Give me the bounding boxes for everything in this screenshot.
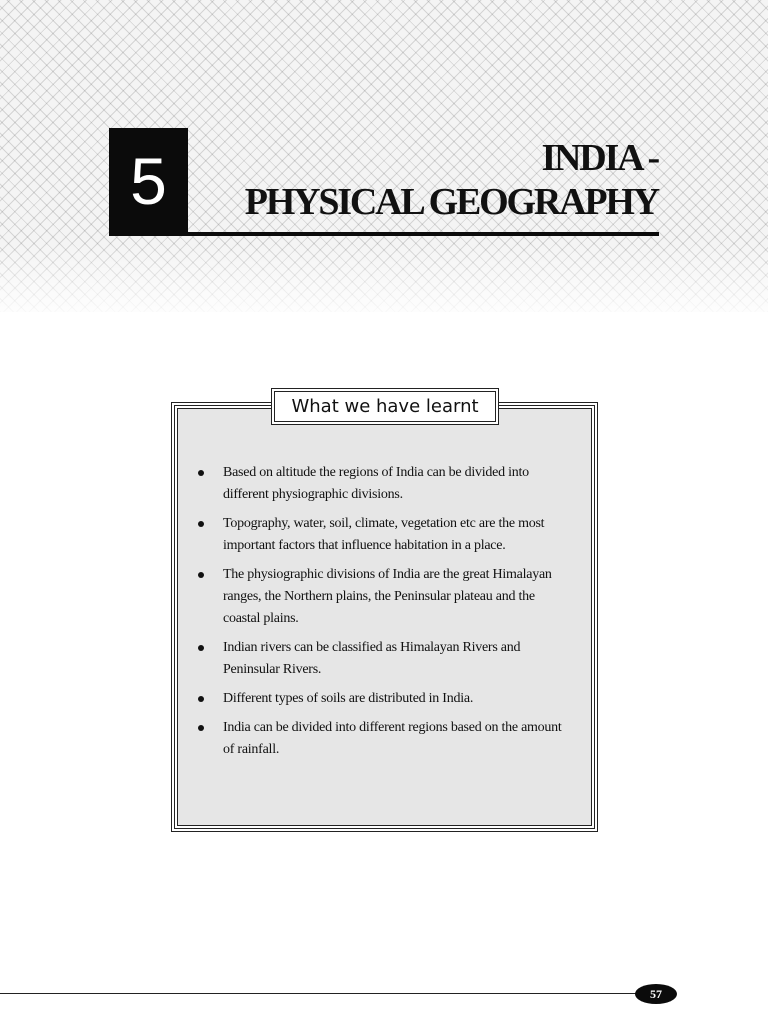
list-item-text: Topography, water, soil, climate, vegetation etc are the most important factors that influence habitation in a place. (223, 516, 545, 553)
page-number: 57 (650, 987, 662, 1001)
list-item (197, 688, 575, 710)
list-item (197, 513, 575, 557)
list-item-text: Based on altitude the regions of India can be divided into different physiographic divisions. (223, 465, 529, 502)
bullet-icon (198, 521, 204, 527)
summary-point-list (197, 462, 575, 768)
chapter-title (245, 136, 658, 224)
summary-heading: What we have learnt (274, 391, 496, 422)
list-item-text: Different types of soils are distributed in India. (223, 691, 474, 706)
footer-rule (0, 993, 652, 994)
chapter-title-line-1: INDIA - (541, 137, 658, 179)
bullet-icon (198, 725, 204, 731)
list-item (197, 564, 575, 630)
list-item (197, 717, 575, 761)
page-number-badge (635, 984, 677, 1004)
bullet-icon (198, 645, 204, 651)
list-item-text: The physiographic divisions of India are the great Himalayan ranges, the Northern plains, the Peninsular plateau and the coastal plains. (223, 567, 552, 626)
summary-heading-frame (271, 388, 499, 425)
chapter-number-box (109, 128, 188, 235)
list-item (197, 462, 575, 506)
list-item-text: Indian rivers can be classified as Himalayan Rivers and Peninsular Rivers. (223, 640, 521, 677)
list-item-text: India can be divided into different regions based on the amount of rainfall. (223, 720, 562, 757)
list-item (197, 637, 575, 681)
bullet-icon (198, 572, 204, 578)
chapter-title-line-2: PHYSICAL GEOGRAPHY (244, 181, 658, 223)
bullet-icon (198, 696, 204, 702)
title-underline (109, 232, 659, 236)
chapter-number: 5 (130, 144, 167, 218)
bullet-icon (198, 470, 204, 476)
